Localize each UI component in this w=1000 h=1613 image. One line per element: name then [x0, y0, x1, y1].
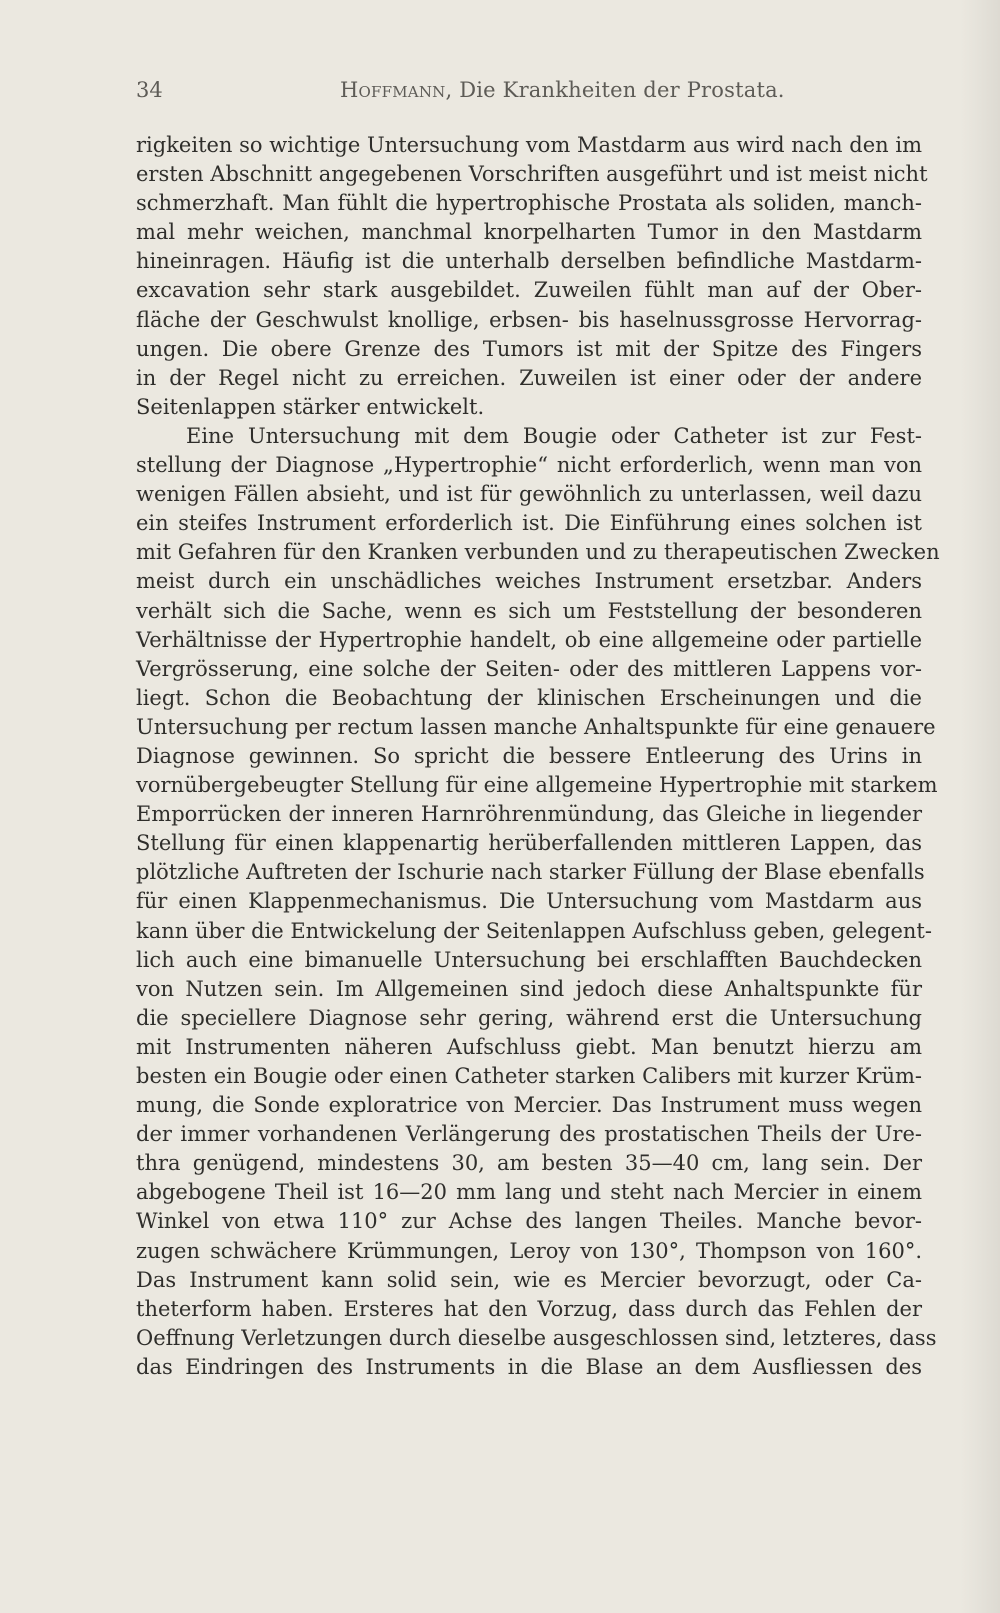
- text-line: Untersuchung per rectum lassen manche Anhaltspunkte für eine genauere: [136, 714, 936, 739]
- text-line: Seitenlappen stärker entwickelt.: [136, 394, 485, 419]
- text-line: Oeffnung Verletzungen durch dieselbe ausgeschlossen sind, letzteres, dass: [136, 1325, 937, 1350]
- text-line: der immer vorhandenen Verlängerung des prostatischen Theils der Ure-: [136, 1122, 922, 1147]
- paragraph-1: [136, 131, 928, 422]
- page-number: 34: [136, 78, 163, 102]
- running-head: [136, 78, 926, 110]
- text-line: verhält sich die Sache, wenn es sich um Feststellung der besonderen: [136, 598, 922, 623]
- text-line: von Nutzen sein. Im Allgemeinen sind jedoch diese Anhaltspunkte für: [136, 976, 922, 1001]
- text-line: das Eindringen des Instruments in die Blase an dem Ausfliessen des: [136, 1354, 922, 1379]
- text-line: ein steifes Instrument erforderlich ist. Die Einführung eines solchen ist: [136, 511, 922, 536]
- running-title-text: , Die Krankheiten der Prostata.: [445, 78, 785, 102]
- text-line: stellung der Diagnose „Hypertrophie“ nicht erforderlich, wenn man von: [136, 453, 922, 478]
- text-line: theterform haben. Ersteres hat den Vorzug, dass durch das Fehlen der: [136, 1296, 922, 1321]
- text-line: thra genügend, mindestens 30, am besten 35—40 cm, lang sein. Der: [136, 1151, 922, 1176]
- text-line: Stellung für einen klappenartig herüberfallenden mittleren Lappen, das: [136, 831, 922, 856]
- running-title-author: Hoffmann: [340, 78, 446, 102]
- text-line: in der Regel nicht zu erreichen. Zuweilen ist einer oder der andere: [136, 365, 922, 390]
- text-line: mung, die Sonde exploratrice von Mercier. Das Instrument muss wegen: [136, 1093, 922, 1118]
- text-line: vornübergebeugter Stellung für eine allgemeine Hypertrophie mit starkem: [136, 773, 938, 798]
- page-edge-shadow: [960, 0, 1000, 1613]
- text-line: meist durch ein unschädliches weiches Instrument ersetzbar. Anders: [136, 569, 922, 594]
- text-line: liegt. Schon die Beobachtung der klinischen Erscheinungen und die: [136, 685, 922, 710]
- text-line: ersten Abschnitt angegebenen Vorschriften ausgeführt und ist meist nicht: [136, 162, 928, 187]
- text-line: zugen schwächere Krümmungen, Leroy von 130°, Thompson von 160°.: [136, 1238, 922, 1263]
- text-line: abgebogene Theil ist 16—20 mm lang und steht nach Mercier in einem: [136, 1180, 922, 1205]
- text-line: Winkel von etwa 110° zur Achse des langen Theiles. Manche bevor-: [136, 1209, 922, 1234]
- paragraph-2: [136, 422, 940, 1382]
- text-line: excavation sehr stark ausgebildet. Zuweilen fühlt man auf der Ober-: [136, 278, 922, 303]
- text-line: fläche der Geschwulst knollige, erbsen- bis haselnussgrosse Hervorrag-: [136, 307, 922, 332]
- text-line: mit Gefahren für den Kranken verbunden und zu therapeutischen Zwecken: [136, 540, 940, 565]
- text-line: besten ein Bougie oder einen Catheter starken Calibers mit kurzer Krüm-: [136, 1064, 923, 1088]
- text-line: kann über die Entwickelung der Seitenlappen Aufschluss geben, gelegent-: [136, 918, 932, 943]
- running-title: [340, 78, 785, 102]
- text-line: Vergrösserung, eine solche der Seiten- oder des mittleren Lappens vor-: [136, 656, 922, 681]
- text-line: Emporrücken der inneren Harnröhrenmündung, das Gleiche in liegender: [136, 802, 922, 827]
- text-line: mit Instrumenten näheren Aufschluss giebt. Man benutzt hierzu am: [136, 1034, 922, 1059]
- text-line: ungen. Die obere Grenze des Tumors ist mit der Spitze des Fingers: [136, 336, 922, 361]
- text-line: lich auch eine bimanuelle Untersuchung bei erschlafften Bauchdecken: [136, 947, 922, 972]
- text-line: Diagnose gewinnen. So spricht die bessere Entleerung des Urins in: [136, 743, 922, 768]
- text-line: Verhältnisse der Hypertrophie handelt, ob eine allgemeine oder partielle: [136, 627, 922, 652]
- text-line: rigkeiten so wichtige Untersuchung vom Mastdarm aus wird nach den im: [136, 133, 922, 157]
- text-line: mal mehr weichen, manchmal knorpelharten Tumor in den Mastdarm: [136, 220, 922, 245]
- text-line: hineinragen. Häufig ist die unterhalb derselben befindliche Mastdarm-: [136, 249, 922, 274]
- body-text: [136, 131, 940, 1382]
- text-line: Eine Untersuchung mit dem Bougie oder Catheter ist zur Fest-: [186, 423, 922, 448]
- text-line: wenigen Fällen absieht, und ist für gewöhnlich zu unterlassen, weil dazu: [136, 482, 922, 507]
- text-line: für einen Klappenmechanismus. Die Untersuchung vom Mastdarm aus: [136, 889, 922, 914]
- text-line: die speciellere Diagnose sehr gering, während erst die Untersuchung: [136, 1005, 922, 1030]
- text-line: schmerzhaft. Man fühlt die hypertrophische Prostata als soliden, manch-: [136, 191, 922, 216]
- text-line: Das Instrument kann solid sein, wie es Mercier bevorzugt, oder Ca-: [136, 1267, 922, 1292]
- text-line: plötzliche Auftreten der Ischurie nach starker Füllung der Blase ebenfalls: [136, 860, 925, 885]
